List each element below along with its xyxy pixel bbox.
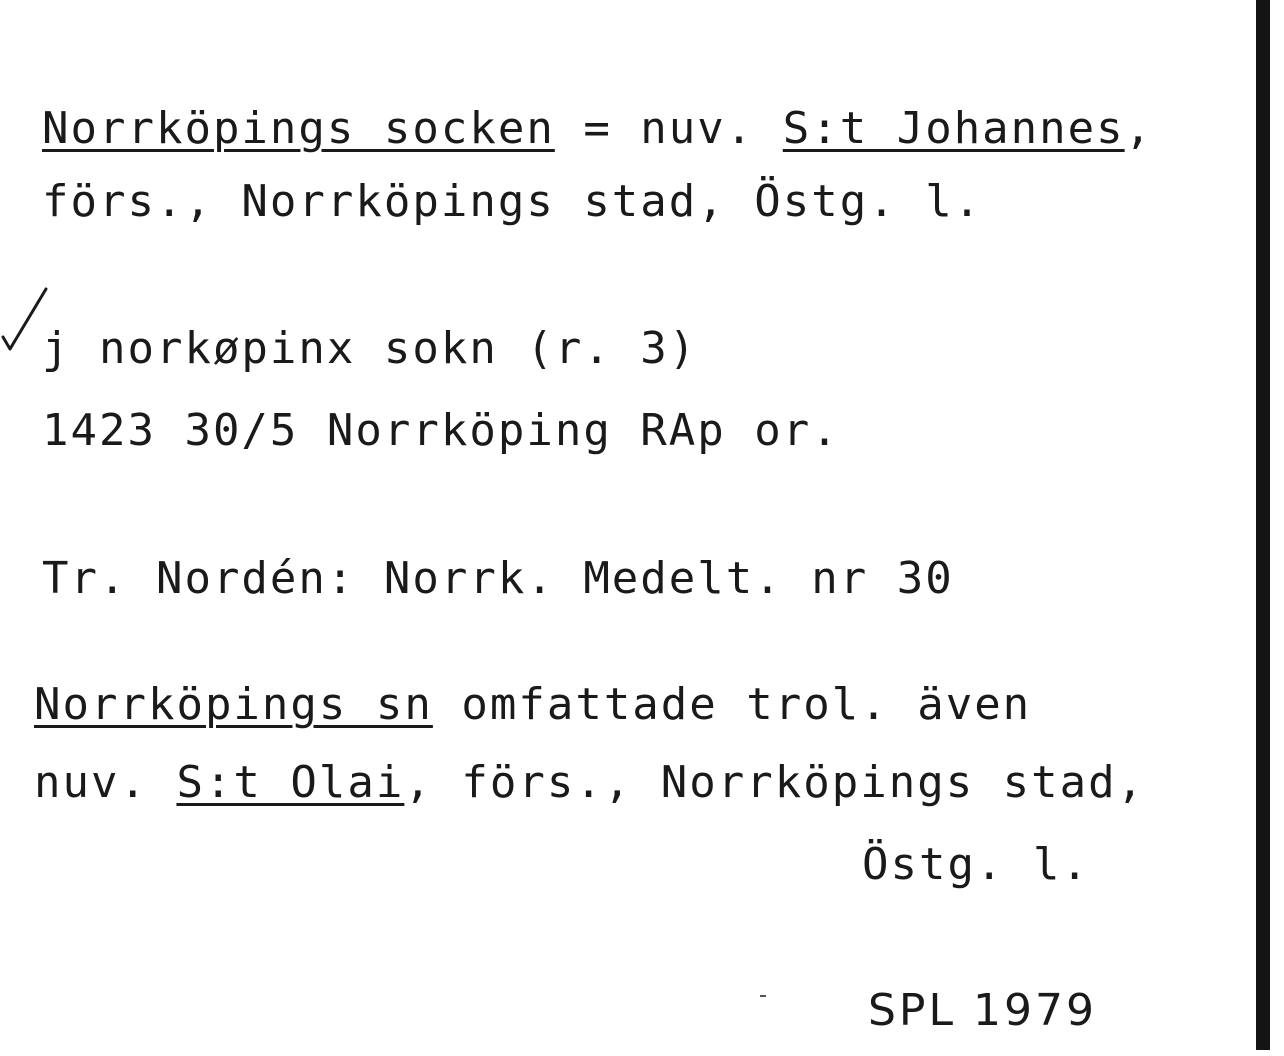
entry4-tail: omfattade trol. även — [432, 679, 1032, 730]
signature: SPL 1979 — [868, 985, 1097, 1036]
entry2-line2: 1423 30/5 Norrköping RAp or. — [42, 405, 840, 456]
ink-speck — [760, 995, 766, 997]
entry1-heading: Norrköpings socken — [42, 103, 555, 154]
entry4-line3: Östg. l. — [862, 839, 1090, 890]
entry4-head: nuv. — [34, 757, 177, 808]
entry3-line1: Tr. Nordén: Norrk. Medelt. nr 30 — [42, 553, 954, 604]
entry1-line2: förs., Norrköpings stad, Östg. l. — [42, 176, 983, 227]
entry1-mid: = nuv. — [554, 103, 783, 154]
entry4-line1 — [34, 680, 1031, 730]
entry4-parish: S:t Olai — [176, 757, 405, 808]
entry4-heading: Norrköpings sn — [34, 679, 433, 730]
entry4-line2 — [34, 758, 1145, 808]
entry4-line2-tail: , förs., Norrköpings stad, — [404, 757, 1146, 808]
entry1-parish: S:t Johannes — [782, 103, 1125, 154]
entry1-tail: , — [1124, 103, 1154, 154]
entry1-line1 — [42, 104, 1153, 154]
entry2-line1: j norkøpinx sokn (r. 3) — [42, 323, 698, 374]
card-edge — [1256, 0, 1270, 1050]
